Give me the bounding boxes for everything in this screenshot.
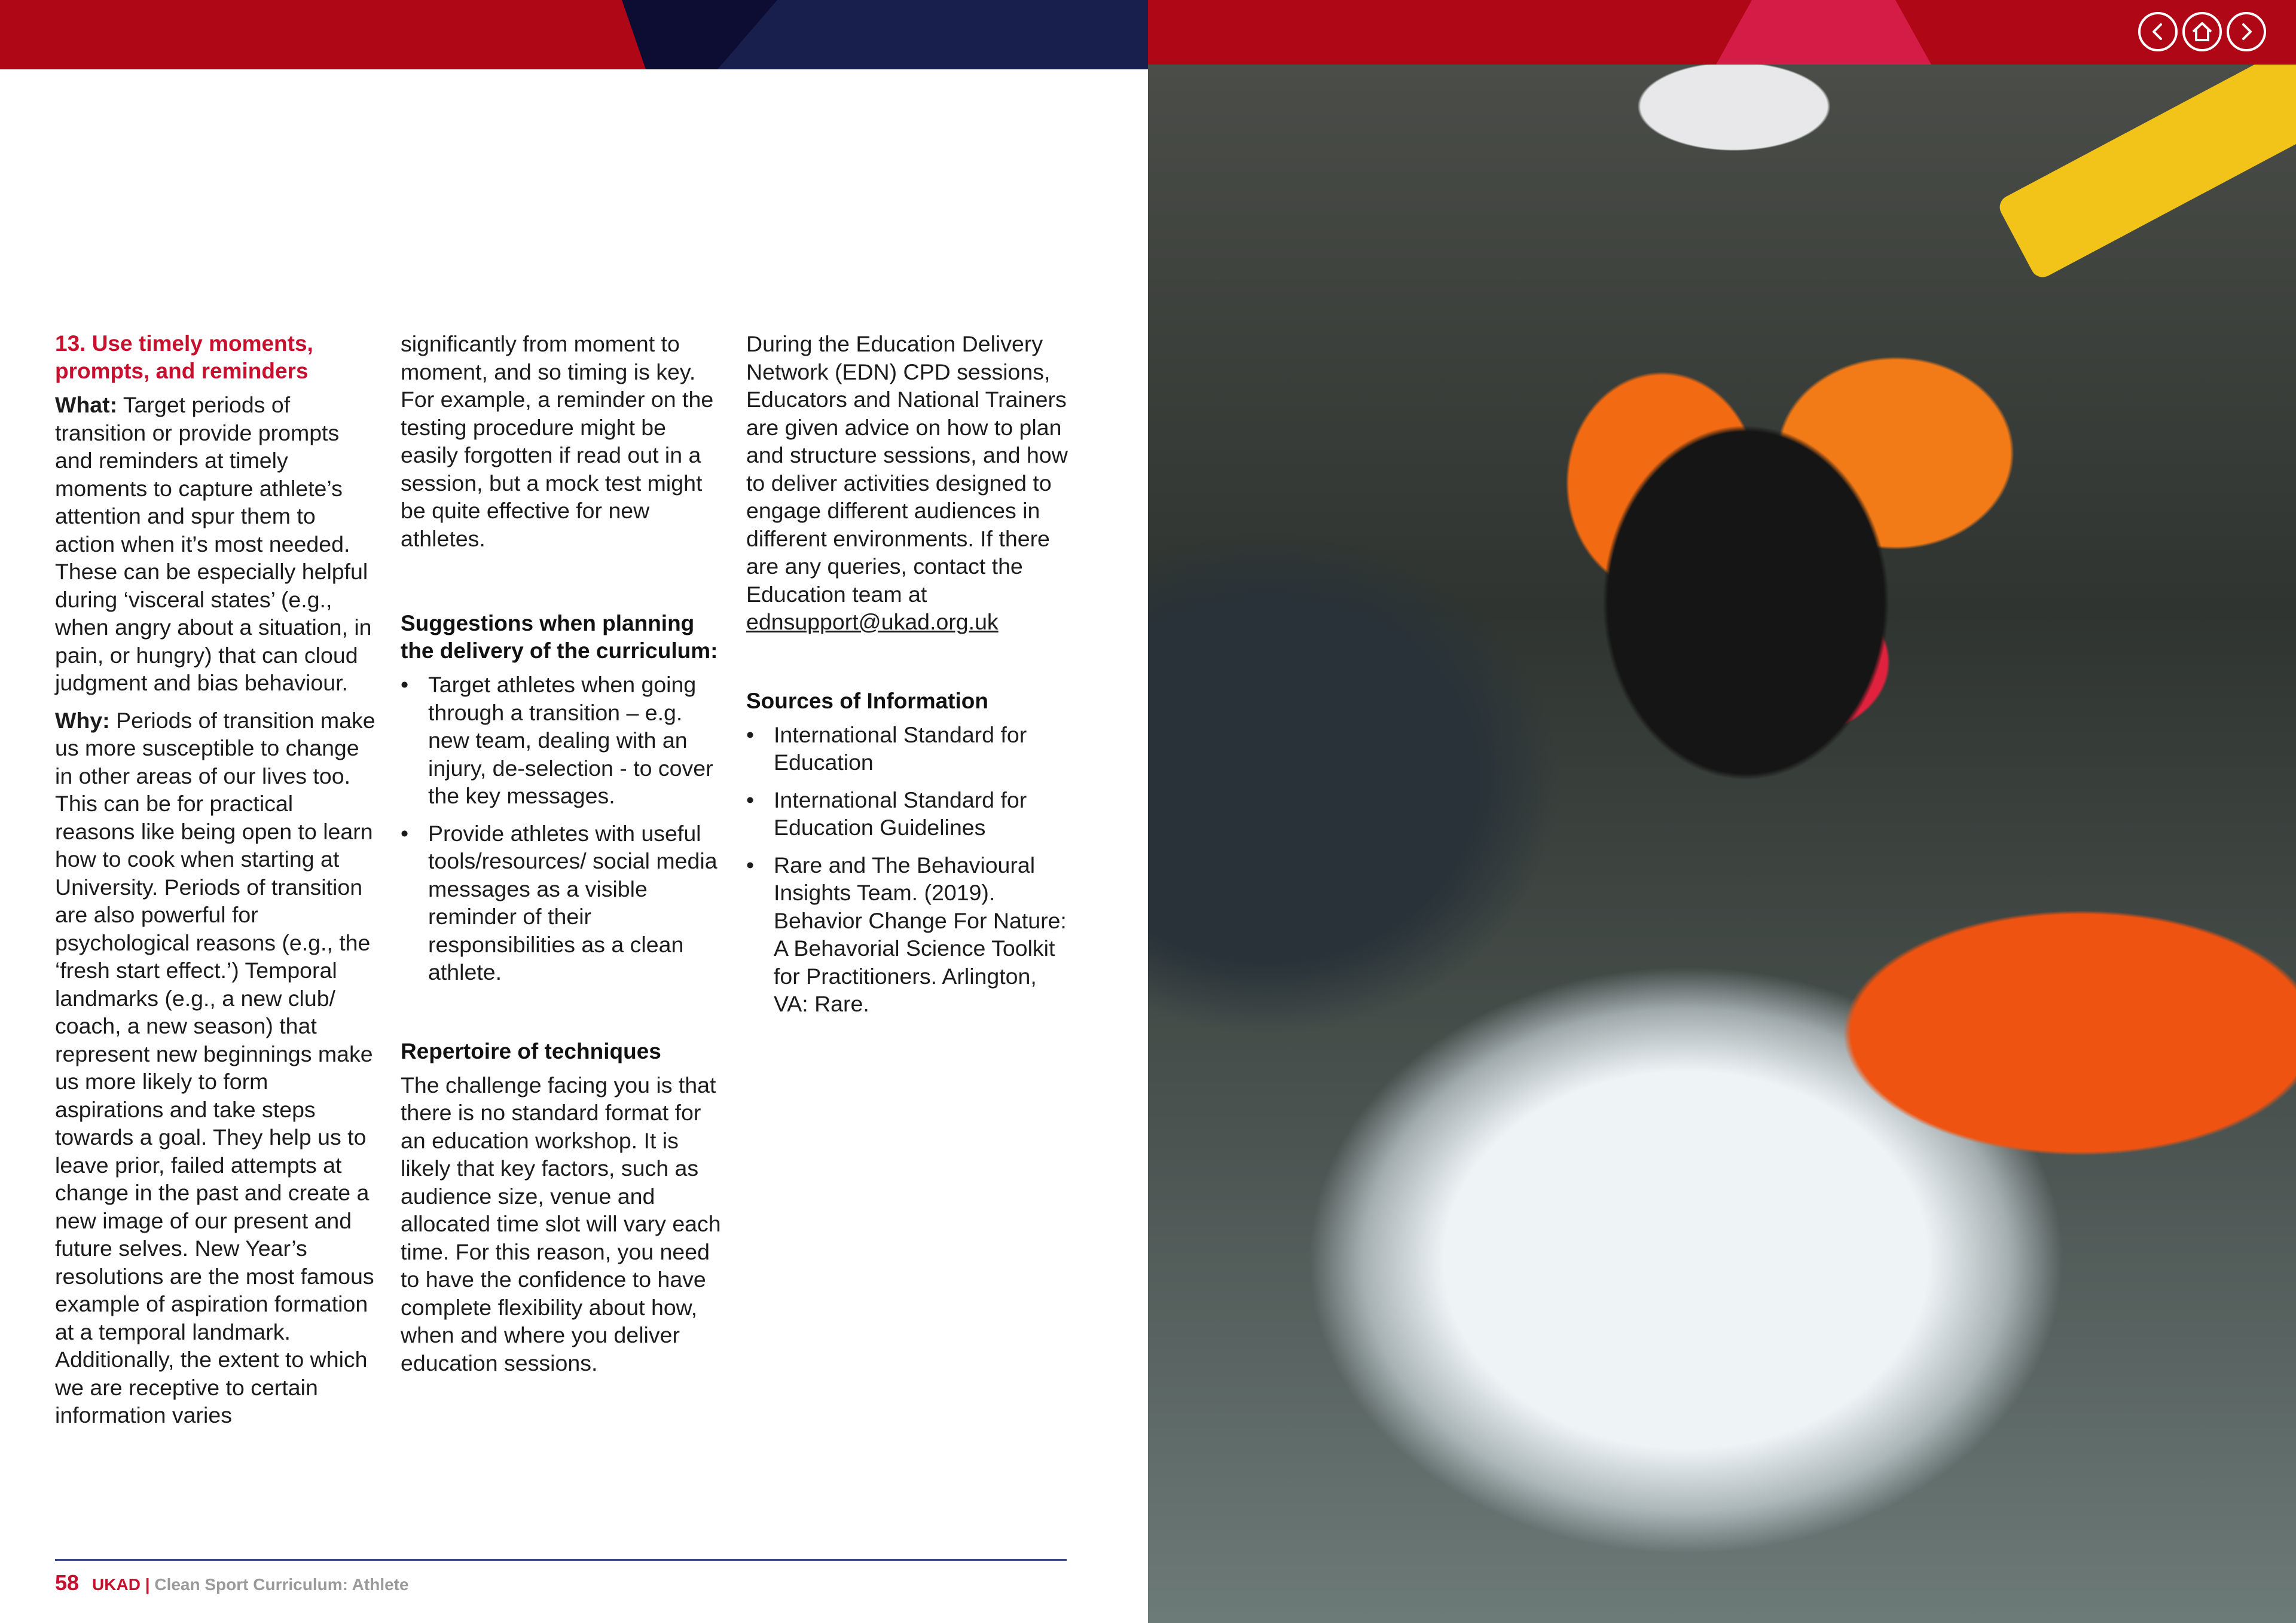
top-band-left: [0, 0, 1148, 69]
chevron-right-icon: [2236, 22, 2257, 42]
footer-separator: |: [145, 1575, 150, 1594]
what-label: What:: [55, 392, 118, 417]
section-heading-13: 13. Use timely moments, prompts, and reminders: [55, 331, 313, 383]
page-number: 58: [55, 1570, 80, 1595]
footer-brand: UKAD: [92, 1575, 141, 1594]
sources-heading: Sources of Information: [746, 688, 988, 713]
list-item: • International Standard for Education: [746, 721, 1069, 777]
home-icon: [2190, 20, 2214, 44]
top-band-pink-shape: [1716, 0, 1931, 65]
right-page: [1148, 0, 2296, 1623]
next-page-button[interactable]: [2227, 12, 2266, 51]
top-band-right: [1148, 0, 2296, 65]
list-item: • Provide athletes with useful tools/resources/ social media messages as a visible reminder of their responsibilities as a clean athlete.: [401, 820, 723, 986]
kayaker-photo: [1148, 65, 2296, 1623]
list-item: • Rare and The Behavioural Insights Team. (2019). Behavior Change For Nature: A Behavorial Science Toolkit for Practitioners. Arlington, VA: Rare.: [746, 851, 1069, 1018]
list-item: • Target athletes when going through a transition – e.g. new team, dealing with an injury, de-selection - to cover the key messages.: [401, 671, 723, 810]
footer-divider: [55, 1559, 1067, 1561]
why-label: Why:: [55, 707, 110, 733]
page-navigation: [2138, 12, 2266, 51]
chevron-left-icon: [2148, 22, 2168, 42]
suggestions-heading: Suggestions when planning the delivery of the curriculum:: [401, 611, 718, 663]
column-3: [746, 330, 1069, 1028]
why-text: Periods of transition make us more susceptible to change in other areas of our lives too. This can be for practical reasons like being open to learn how to cook when starting at University. Periods of transition are also powerful for psychological reasons (e.g., the ‘fresh start effect.’) Temporal landmarks (e.g., a new club/ coach, a new season) that represent new beginnings make us more likely to form aspirations and take steps towards a goal. They help us to leave prior, failed attempts at change in the past and create a new image of our present and future selves. New Year’s resolutions are the most famous example of aspiration formation at a temporal landmark. Additionally, the extent to which we are receptive to certain information varies: [55, 707, 375, 1428]
column-1: [55, 330, 378, 1439]
top-band-navy-shape: [718, 0, 1148, 69]
support-email-link[interactable]: ednsupport@ukad.org.uk: [746, 609, 999, 634]
suggestions-list: [401, 671, 723, 986]
edn-paragraph: [746, 330, 1069, 636]
previous-page-button[interactable]: [2138, 12, 2178, 51]
why-paragraph: [55, 707, 378, 1429]
page-footer: [55, 1571, 409, 1597]
column-2: [401, 330, 723, 1386]
paddle-blade: [1996, 45, 2296, 281]
list-item: • International Standard for Education Guidelines: [746, 786, 1069, 842]
repertoire-heading: Repertoire of techniques: [401, 1038, 661, 1063]
home-button[interactable]: [2182, 12, 2222, 51]
what-paragraph: [55, 391, 378, 697]
edn-text: During the Education Delivery Network (EDN) CPD sessions, Educators and National Trainers are given advice on how to plan and structure sessions, and how to deliver activities designed to engage different audiences in different environments. If there are any queries, contact the Education team at: [746, 331, 1068, 607]
continued-paragraph: significantly from moment to moment, and so timing is key. For example, a reminder on the testing procedure might be easily forgotten if read out in a session, but a mock test might be quite effective for new athletes.: [401, 331, 714, 551]
footer-title: Clean Sport Curriculum: Athlete: [154, 1575, 409, 1594]
sources-list: [746, 721, 1069, 1018]
repertoire-paragraph: The challenge facing you is that there is no standard format for an education workshop. It is likely that key factors, such as audience size, venue and allocated time slot will vary each time. For this reason, you need to have the confidence to have complete flexibility about how, when and where you deliver education sessions.: [401, 1072, 721, 1376]
what-text: Target periods of transition or provide prompts and reminders at timely moments to capture athlete’s attention and spur them to action when it’s most needed. These can be especially helpful during ‘visceral states’ (e.g., when angry about a situation, in pain, or hungry) that can cloud judgment and bias behaviour.: [55, 392, 372, 695]
